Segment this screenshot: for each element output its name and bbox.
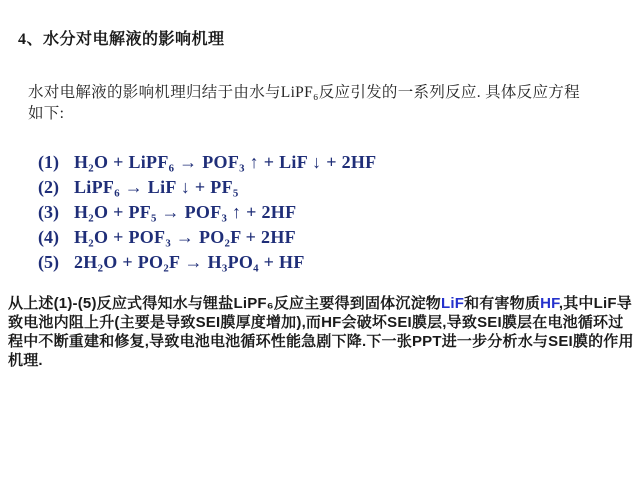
equation-formula: H₂O + POF₃ → PO₂F + 2HF xyxy=(74,227,296,247)
summary-text: ,其中LiF导致电池内阻上升(主要是导致SEI膜厚度增加),而HF会破坏SEI膜层,导致SEI膜层在电池循环过程中不断重建和修复,导致电池电池循环性能急剧下降.下一张PPT进一步分析水与SEI膜的作用机理. xyxy=(8,295,634,369)
equation-formula: H₂O + LiPF₆ → POF₃ ↑ + LiF ↓ + 2HF xyxy=(74,152,377,172)
equation-row xyxy=(38,225,376,250)
summary-paragraph xyxy=(8,294,638,370)
equation-row xyxy=(38,200,376,225)
equation-list xyxy=(38,150,376,275)
equation-formula: H₂O + PF₅ → POF₃ ↑ + 2HF xyxy=(74,202,297,222)
summary-highlight-lif: LiF xyxy=(440,295,465,312)
equation-row xyxy=(38,150,376,175)
summary-text: 和有害物质 xyxy=(464,295,541,312)
equation-row xyxy=(38,175,376,200)
intro-paragraph: 水对电解液的影响机理归结于由水与LiPF₆反应引发的一系列反应. 具体反应方程 如下: xyxy=(28,84,580,122)
equation-number: (5) xyxy=(38,252,59,272)
equation-number: (1) xyxy=(38,152,59,172)
equation-number: (4) xyxy=(38,227,59,247)
equation-formula: LiPF₆ → LiF ↓ + PF₅ xyxy=(74,177,239,197)
equation-number: (3) xyxy=(38,202,59,222)
summary-highlight-hf: HF xyxy=(540,295,559,312)
equation-formula: 2H₂O + PO₂F → H₃PO₄ + HF xyxy=(74,252,305,272)
equation-row xyxy=(38,250,376,275)
equation-number: (2) xyxy=(38,177,59,197)
summary-text: 从上述(1)-(5)反应式得知水与锂盐LiPF₆反应主要得到固体沉淀物 xyxy=(8,295,441,312)
slide-title: 4、水分对电解液的影响机理 xyxy=(18,31,225,48)
